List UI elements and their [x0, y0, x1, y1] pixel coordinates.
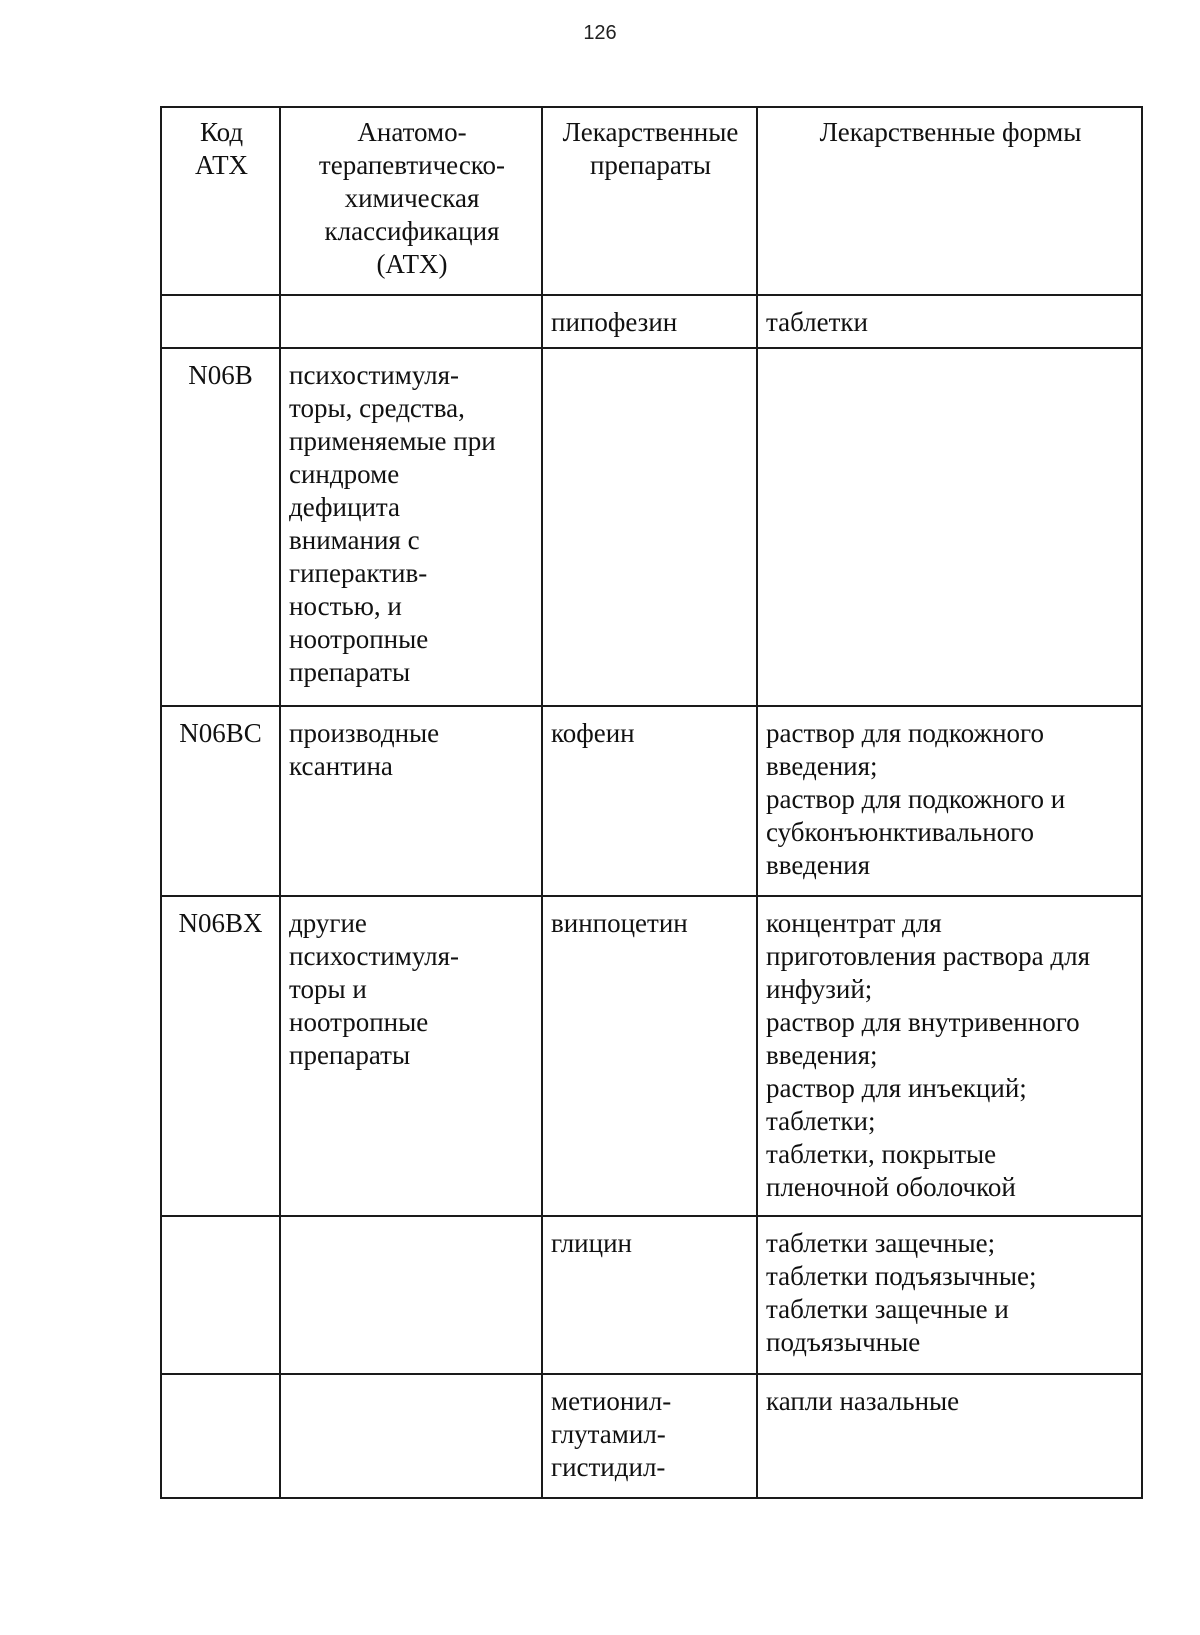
atx-code-cell [161, 295, 280, 348]
drug-cell: пипофезин [542, 295, 757, 348]
atx-code-cell: N06BC [161, 706, 280, 896]
classification-cell: другие психостимуля- торы и ноотропные препараты [280, 896, 542, 1216]
classification-cell: психостимуля- торы, средства, применяемые при синдроме дефицита внимания с гиперактив- ностью, и ноотропные препараты [280, 348, 542, 706]
page-number: 126 [583, 22, 617, 44]
drug-cell: винпоцетин [542, 896, 757, 1216]
forms-cell: капли назальные [757, 1374, 1142, 1498]
forms-cell: таблетки защечные; таблетки подъязычные; таблетки защечные и подъязычные [757, 1216, 1142, 1374]
atx-code-cell: N06B [161, 348, 280, 706]
table-row [161, 706, 1142, 896]
table-row [161, 295, 1142, 348]
classification-cell [280, 1216, 542, 1374]
classification-cell [280, 1374, 542, 1498]
atx-drug-table [160, 106, 1143, 1499]
header-drugs: Лекарственные препараты [542, 107, 757, 295]
forms-cell [757, 348, 1142, 706]
atx-code-cell: N06BX [161, 896, 280, 1216]
drug-cell [542, 348, 757, 706]
table-row [161, 348, 1142, 706]
drug-cell: метионил- глутамил- гистидил- [542, 1374, 757, 1498]
table-row [161, 1374, 1142, 1498]
forms-cell: раствор для подкожного введения; раствор для подкожного и субконъюнктивального введения [757, 706, 1142, 896]
forms-cell: концентрат для приготовления раствора для инфузий; раствор для внутривенного введения; раствор для инъекций; таблетки; таблетки, покрытые пленочной оболочкой [757, 896, 1142, 1216]
forms-cell: таблетки [757, 295, 1142, 348]
header-classification: Анатомо- терапевтическо- химическая классификация (АТХ) [280, 107, 542, 295]
table-row [161, 1216, 1142, 1374]
table-header-row [161, 107, 1142, 295]
atx-code-cell [161, 1216, 280, 1374]
header-code: Код АТХ [161, 107, 280, 295]
drug-cell: кофеин [542, 706, 757, 896]
drug-cell: глицин [542, 1216, 757, 1374]
classification-cell [280, 295, 542, 348]
classification-cell: производные ксантина [280, 706, 542, 896]
table-row [161, 896, 1142, 1216]
atx-code-cell [161, 1374, 280, 1498]
header-forms: Лекарственные формы [757, 107, 1142, 295]
